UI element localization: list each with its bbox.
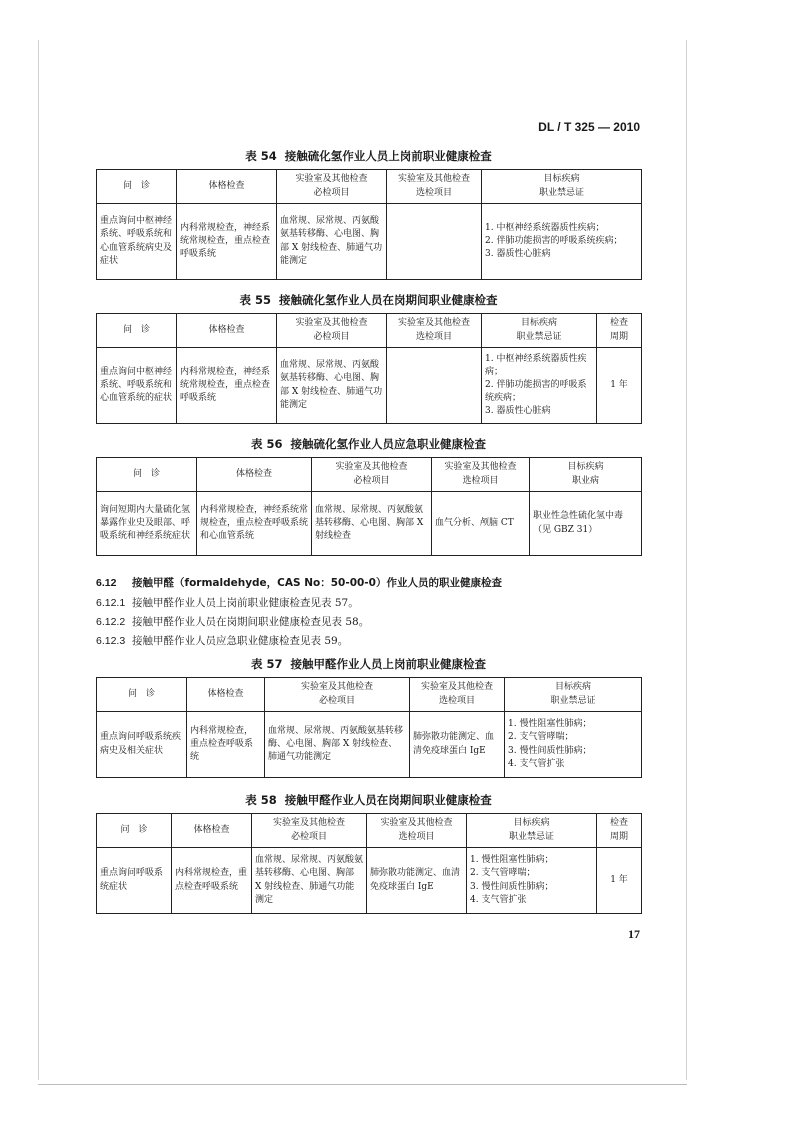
table58-period-cell: 1 年: [597, 848, 642, 914]
item-text: 接触甲醛作业人员应急职业健康检查见表 59。: [132, 635, 349, 647]
section-item: [96, 595, 359, 610]
table57-header-optional: 实验室及其他检查 选检项目: [410, 678, 505, 712]
table57-diseases-cell: [505, 712, 642, 778]
table56-header-inquiry: 问 诊: [97, 458, 197, 492]
table55-optional-cell: [387, 348, 482, 424]
table58-caption: [96, 792, 641, 808]
table58-title: 接触甲醛作业人员在岗期间职业健康检查: [284, 793, 492, 807]
table55-diseases-cell: [482, 348, 597, 424]
table58-header-period: 检查 周期: [597, 814, 642, 848]
table55-period-cell: 1 年: [597, 348, 642, 424]
table56: [96, 457, 642, 556]
item-text: 接触甲醛作业人员在岗期间职业健康检查见表 58。: [132, 616, 370, 628]
item-number: 6.12.1: [96, 597, 126, 609]
list-item: 3. 器质性心脏病: [485, 406, 551, 417]
table56-required-cell: 血常规、尿常规、丙氨酸氨基转移酶、心电图、胸部 X 射线检查: [312, 492, 432, 556]
table55-caption: [96, 292, 641, 308]
page-edge-bottom: [38, 1084, 687, 1085]
page-number: 17: [628, 927, 640, 941]
table57-header-physical: 体格检查: [187, 678, 265, 712]
list-item: 3. 慢性间质性肺病；: [470, 881, 554, 892]
table56-physical-cell: 内科常规检查，神经系统常规检查，重点检查呼吸系统和心血管系统: [197, 492, 312, 556]
table55-header-physical: 体格检查: [177, 314, 277, 348]
table54-inquiry-cell: 重点询问中枢神经系统、呼吸系统和心血管系统病史及症状: [97, 204, 177, 280]
table54-header-optional: 实验室及其他检查 选检项目: [387, 170, 482, 204]
table58-optional-cell: 肺弥散功能测定、血清免疫球蛋白 IgE: [367, 848, 467, 914]
table58-diseases-cell: [467, 848, 597, 914]
table57-title: 接触甲醛作业人员上岗前职业健康检查: [290, 657, 486, 671]
list-item: 3. 器质性心脏病: [485, 249, 551, 260]
table56-header-physical: 体格检查: [197, 458, 312, 492]
table58-header-required: 实验室及其他检查 必检项目: [252, 814, 367, 848]
section-title: 接触甲醛（formaldehyde，CAS No：50-00-0）作业人员的职业健康检查: [132, 577, 502, 589]
table55-header-required: 实验室及其他检查 必检项目: [277, 314, 387, 348]
list-item: 4. 支气管扩张: [508, 758, 565, 769]
table56-caption: [96, 436, 641, 452]
table57-header-diseases: 目标疾病 职业禁忌证: [505, 678, 642, 712]
table57-header-required: 实验室及其他检查 必检项目: [265, 678, 410, 712]
table57-inquiry-cell: 重点询问呼吸系统疾病史及相关症状: [97, 712, 187, 778]
list-item: 1. 中枢神经系统器质性疾病；: [485, 222, 605, 233]
table55-inquiry-cell: 重点询问中枢神经系统、呼吸系统和心血管系统的症状: [97, 348, 177, 424]
table55-header-period: 检查 周期: [597, 314, 642, 348]
table54-header-diseases: 目标疾病 职业禁忌证: [482, 170, 642, 204]
table57-number: 表 57: [250, 657, 283, 671]
table54-caption: [96, 148, 641, 164]
table55-number: 表 55: [239, 293, 271, 307]
page-edge-right: [686, 40, 687, 1080]
item-number: 6.12.3: [96, 635, 126, 647]
table55-header-diseases: 目标疾病 职业禁忌证: [482, 314, 597, 348]
list-item: 1. 中枢神经系统器质性疾病；: [485, 353, 587, 377]
table-row: [97, 712, 642, 778]
table55-title: 接触硫化氢作业人员在岗期间职业健康检查: [279, 293, 498, 307]
table-row: [97, 492, 642, 556]
table-row: [97, 348, 642, 424]
table55-required-cell: 血常规、尿常规、丙氨酸氨基转移酶、心电图、胸部 X 射线检查、肺通气功能测定: [277, 348, 387, 424]
table58-header-optional: 实验室及其他检查 选检项目: [367, 814, 467, 848]
table54: [96, 169, 642, 280]
list-item: 4. 支气管扩张: [470, 894, 527, 905]
table56-title: 接触硫化氢作业人员应急职业健康检查: [290, 437, 486, 451]
table54-header-physical: 体格检查: [177, 170, 277, 204]
table57: [96, 677, 642, 778]
table-row: [97, 848, 642, 914]
list-item: 2. 支气管哮喘；: [470, 868, 536, 879]
list-item: 2. 伴肺功能损害的呼吸系统疾病；: [485, 235, 623, 246]
table55-header-optional: 实验室及其他检查 选检项目: [387, 314, 482, 348]
table57-required-cell: 血常规、尿常规、丙氨酸氨基转移酶、心电图、胸部 X 射线检查、肺通气功能测定: [265, 712, 410, 778]
table58-number: 表 58: [245, 793, 277, 807]
table55: [96, 313, 642, 424]
table57-physical-cell: 内科常规检查，重点检查呼吸系统: [187, 712, 265, 778]
table57-caption: [96, 656, 641, 672]
table56-header-optional: 实验室及其他检查 选检项目: [432, 458, 530, 492]
table54-physical-cell: 内科常规检查，神经系统常规检查，重点检查呼吸系统: [177, 204, 277, 280]
table54-header-required: 实验室及其他检查 必检项目: [277, 170, 387, 204]
standard-code: DL / T 325 — 2010: [538, 120, 640, 134]
table58-header-inquiry: 问 诊: [97, 814, 172, 848]
list-item: 2. 支气管哮喘；: [508, 732, 574, 743]
list-item: 1. 慢性阻塞性肺病；: [508, 719, 592, 730]
table54-header-inquiry: 问 诊: [97, 170, 177, 204]
table56-optional-cell: 血气分析、颅脑 CT: [432, 492, 530, 556]
table58-inquiry-cell: 重点询问呼吸系统症状: [97, 848, 172, 914]
table54-diseases-cell: [482, 204, 642, 280]
list-item: 2. 伴肺功能损害的呼吸系统疾病；: [485, 379, 587, 404]
list-item: 1. 慢性阻塞性肺病；: [470, 855, 554, 866]
table56-header-diseases: 目标疾病 职业病: [530, 458, 642, 492]
table58-header-diseases: 目标疾病 职业禁忌证: [467, 814, 597, 848]
table54-number: 表 54: [245, 149, 277, 163]
table55-header-inquiry: 问 诊: [97, 314, 177, 348]
table-row: [97, 204, 642, 280]
list-item: 3. 慢性间质性肺病；: [508, 745, 592, 756]
table55-physical-cell: 内科常规检查，神经系统常规检查，重点检查呼吸系统: [177, 348, 277, 424]
table56-header-required: 实验室及其他检查 必检项目: [312, 458, 432, 492]
table58-required-cell: 血常规、尿常规、丙氨酸氨基转移酶、心电图、胸部 X 射线检查、肺通气功能测定: [252, 848, 367, 914]
table57-header-inquiry: 问 诊: [97, 678, 187, 712]
section-number: 6.12: [96, 577, 117, 589]
table57-optional-cell: 肺弥散功能测定、血清免疫球蛋白 IgE: [410, 712, 505, 778]
table54-title: 接触硫化氢作业人员上岗前职业健康检查: [284, 149, 492, 163]
table58-physical-cell: 内科常规检查，重点检查呼吸系统: [172, 848, 252, 914]
section-heading: [96, 575, 502, 590]
table54-optional-cell: [387, 204, 482, 280]
table56-inquiry-cell: 询问短期内大量硫化氢暴露作业史及眼部、呼吸系统和神经系统症状: [97, 492, 197, 556]
item-number: 6.12.2: [96, 616, 126, 628]
table54-required-cell: 血常规、尿常规、丙氨酸氨基转移酶、心电图、胸部 X 射线检查、肺通气功能测定: [277, 204, 387, 280]
table58: [96, 813, 642, 914]
item-text: 接触甲醛作业人员上岗前职业健康检查见表 57。: [132, 597, 359, 609]
section-item: [96, 614, 369, 629]
section-item: [96, 633, 348, 648]
table56-disease-cell: 职业性急性硫化氢中毒（见 GBZ 31）: [530, 492, 642, 556]
table56-number: 表 56: [250, 437, 283, 451]
table58-header-physical: 体格检查: [172, 814, 252, 848]
page-edge-left: [38, 40, 39, 1080]
